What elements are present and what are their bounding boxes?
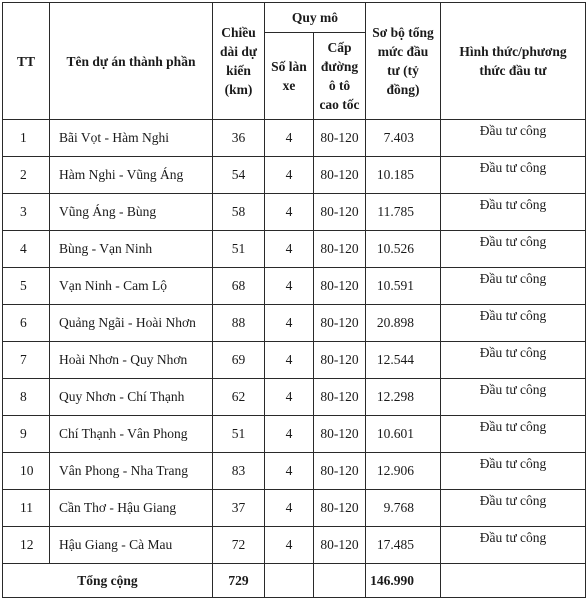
cell-road-grade: 80-120 [314, 527, 366, 564]
cell-road-grade: 80-120 [314, 416, 366, 453]
cell-road-grade: 80-120 [314, 305, 366, 342]
header-investment-form: Hình thức/phương thức đầu tư [441, 3, 586, 120]
cell-tt: 1 [3, 120, 50, 157]
cell-lanes: 4 [265, 342, 314, 379]
cell-road-grade: 80-120 [314, 490, 366, 527]
cell-investment-form: Đầu tư công [441, 268, 586, 305]
cell-project-name: Hoài Nhơn - Quy Nhơn [50, 342, 213, 379]
total-investment: 146.990 [366, 564, 441, 598]
cell-lanes: 4 [265, 490, 314, 527]
cell-investment: 9.768 [366, 490, 441, 527]
cell-project-name: Quy Nhơn - Chí Thạnh [50, 379, 213, 416]
cell-investment: 11.785 [366, 194, 441, 231]
cell-tt: 10 [3, 453, 50, 490]
cell-length: 69 [213, 342, 265, 379]
cell-project-name: Cần Thơ - Hậu Giang [50, 490, 213, 527]
total-length: 729 [213, 564, 265, 598]
cell-road-grade: 80-120 [314, 120, 366, 157]
cell-project-name: Vũng Áng - Bùng [50, 194, 213, 231]
cell-tt: 5 [3, 268, 50, 305]
cell-tt: 9 [3, 416, 50, 453]
cell-investment: 12.544 [366, 342, 441, 379]
cell-lanes: 4 [265, 120, 314, 157]
table-row [3, 416, 586, 453]
cell-investment: 10.526 [366, 231, 441, 268]
project-table [2, 2, 586, 598]
cell-length: 72 [213, 527, 265, 564]
cell-investment-form: Đầu tư công [441, 194, 586, 231]
cell-project-name: Vạn Ninh - Cam Lộ [50, 268, 213, 305]
header-tt: TT [3, 3, 50, 120]
cell-investment-form: Đầu tư công [441, 453, 586, 490]
table-row [3, 268, 586, 305]
cell-investment-form: Đầu tư công [441, 416, 586, 453]
header-length: Chiều dài dự kiến (km) [213, 3, 265, 120]
cell-lanes: 4 [265, 416, 314, 453]
cell-tt: 7 [3, 342, 50, 379]
header-road-grade: Cấp đường ô tô cao tốc [314, 33, 366, 120]
cell-project-name: Bãi Vọt - Hàm Nghi [50, 120, 213, 157]
header-project-name: Tên dự án thành phần [50, 3, 213, 120]
cell-length: 51 [213, 231, 265, 268]
table-row [3, 120, 586, 157]
table-row [3, 342, 586, 379]
table-row [3, 157, 586, 194]
table-row [3, 231, 586, 268]
cell-lanes: 4 [265, 379, 314, 416]
table-row [3, 453, 586, 490]
cell-project-name: Vân Phong - Nha Trang [50, 453, 213, 490]
cell-investment-form: Đầu tư công [441, 379, 586, 416]
cell-road-grade: 80-120 [314, 231, 366, 268]
cell-tt: 2 [3, 157, 50, 194]
cell-project-name: Hậu Giang - Cà Mau [50, 527, 213, 564]
cell-project-name: Hàm Nghi - Vũng Áng [50, 157, 213, 194]
cell-road-grade: 80-120 [314, 379, 366, 416]
cell-investment: 7.403 [366, 120, 441, 157]
header-investment: Sơ bộ tổng mức đầu tư (tỷ đồng) [366, 3, 441, 120]
cell-length: 88 [213, 305, 265, 342]
total-grade-empty [314, 564, 366, 598]
cell-road-grade: 80-120 [314, 342, 366, 379]
cell-length: 58 [213, 194, 265, 231]
table-body [3, 120, 586, 564]
cell-project-name: Chí Thạnh - Vân Phong [50, 416, 213, 453]
cell-lanes: 4 [265, 231, 314, 268]
table-row [3, 194, 586, 231]
cell-investment-form: Đầu tư công [441, 231, 586, 268]
cell-lanes: 4 [265, 157, 314, 194]
cell-tt: 11 [3, 490, 50, 527]
cell-investment: 10.185 [366, 157, 441, 194]
cell-road-grade: 80-120 [314, 268, 366, 305]
cell-length: 36 [213, 120, 265, 157]
cell-investment: 17.485 [366, 527, 441, 564]
cell-length: 68 [213, 268, 265, 305]
cell-length: 62 [213, 379, 265, 416]
cell-lanes: 4 [265, 453, 314, 490]
total-form-empty [441, 564, 586, 598]
header-scale: Quy mô [265, 3, 366, 33]
table-row [3, 305, 586, 342]
cell-investment: 20.898 [366, 305, 441, 342]
cell-lanes: 4 [265, 268, 314, 305]
cell-investment-form: Đầu tư công [441, 305, 586, 342]
cell-lanes: 4 [265, 194, 314, 231]
cell-length: 83 [213, 453, 265, 490]
cell-tt: 6 [3, 305, 50, 342]
cell-investment: 12.298 [366, 379, 441, 416]
cell-lanes: 4 [265, 305, 314, 342]
cell-investment-form: Đầu tư công [441, 157, 586, 194]
cell-investment-form: Đầu tư công [441, 342, 586, 379]
table-row [3, 490, 586, 527]
total-row [3, 564, 586, 598]
cell-investment: 10.591 [366, 268, 441, 305]
cell-length: 54 [213, 157, 265, 194]
cell-investment: 10.601 [366, 416, 441, 453]
cell-project-name: Quảng Ngãi - Hoài Nhơn [50, 305, 213, 342]
cell-investment-form: Đầu tư công [441, 527, 586, 564]
cell-length: 37 [213, 490, 265, 527]
total-label: Tổng cộng [3, 564, 213, 598]
cell-road-grade: 80-120 [314, 194, 366, 231]
cell-tt: 12 [3, 527, 50, 564]
table-row [3, 527, 586, 564]
cell-tt: 4 [3, 231, 50, 268]
cell-investment-form: Đầu tư công [441, 120, 586, 157]
cell-road-grade: 80-120 [314, 453, 366, 490]
cell-investment-form: Đầu tư công [441, 490, 586, 527]
cell-road-grade: 80-120 [314, 157, 366, 194]
cell-project-name: Bùng - Vạn Ninh [50, 231, 213, 268]
cell-lanes: 4 [265, 527, 314, 564]
cell-tt: 8 [3, 379, 50, 416]
table-row [3, 379, 586, 416]
total-lanes-empty [265, 564, 314, 598]
cell-tt: 3 [3, 194, 50, 231]
header-lanes: Số làn xe [265, 33, 314, 120]
cell-length: 51 [213, 416, 265, 453]
cell-investment: 12.906 [366, 453, 441, 490]
